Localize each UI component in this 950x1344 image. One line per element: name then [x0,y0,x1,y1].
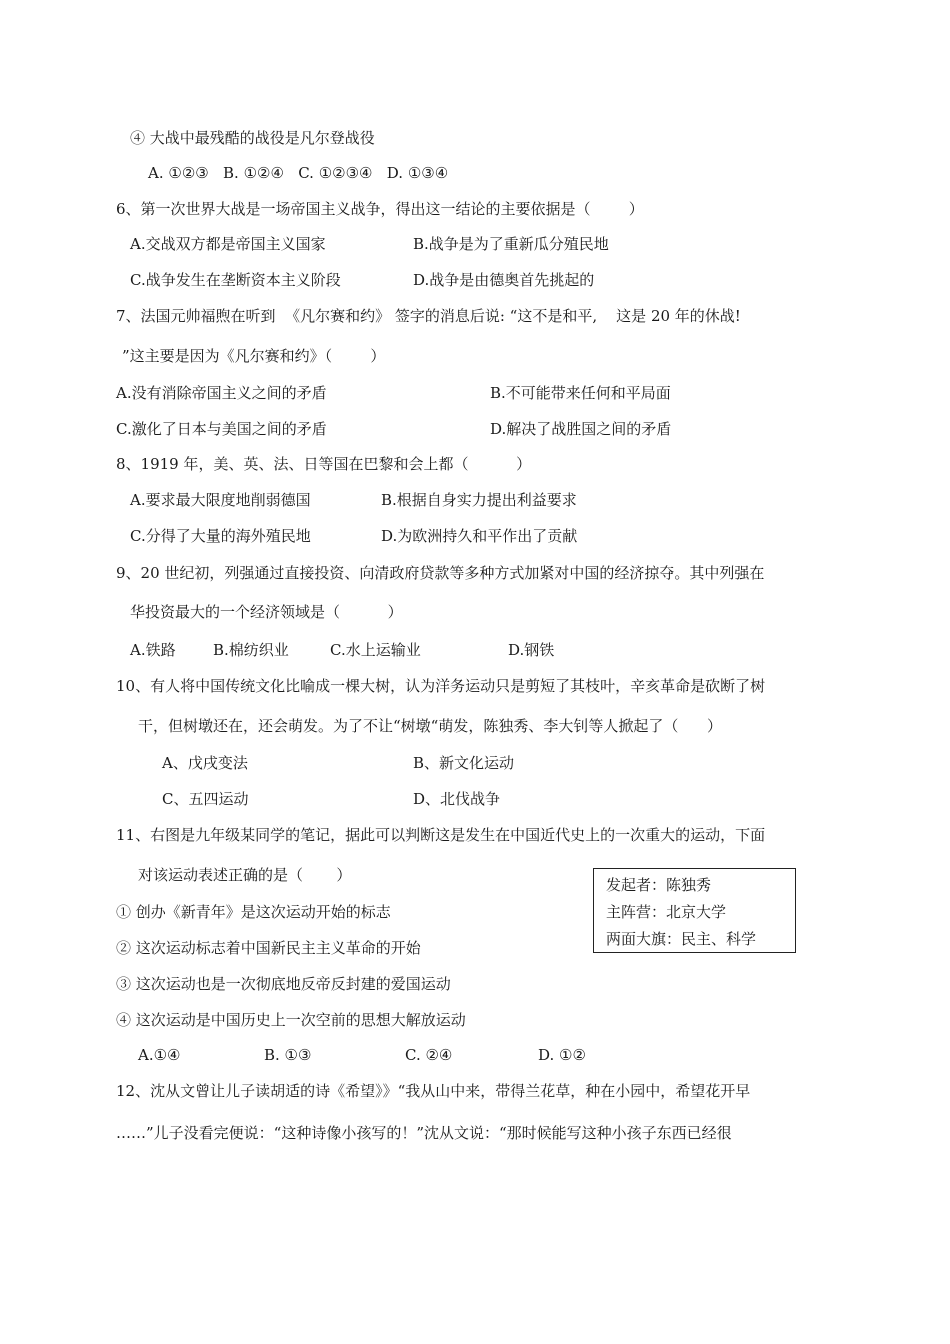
q9-option-a: A.铁路 [130,641,176,659]
q9-option-d: D.钢铁 [508,641,555,659]
q10-option-b: B、新文化运动 [413,754,515,772]
q6-option-b: B.战争是为了重新瓜分殖民地 [413,235,609,253]
q10-stem-cont: 干，但树墩还在，还会萌发。为了不让“树墩“萌发，陈独秀、李大钊等人掀起了（ ） [138,717,722,735]
q8-option-d: D.为欧洲持久和平作出了贡献 [381,527,578,545]
q11-option-a: A.①④ [138,1046,181,1064]
q5-options: A. ①②③ B. ①②④ C. ①②③④ D. ①③④ [148,164,449,182]
notes-box-base: 主阵营：北京大学 [606,903,727,921]
q8-option-a: A.要求最大限度地削弱德国 [130,491,311,509]
q8-option-c: C.分得了大量的海外殖民地 [130,527,311,545]
q11-stem-cont: 对该运动表述正确的是（ ） [138,866,352,884]
q11-option-c: C. ②④ [405,1046,453,1064]
q7-option-c: C.激化了日本与美国之间的矛盾 [116,420,327,438]
q11-statement-4: ④ 这次运动是中国历史上一次空前的思想大解放运动 [116,1011,466,1029]
q8-option-b: B.根据自身实力提出利益要求 [381,491,577,509]
q7-option-b: B.不可能带来任何和平局面 [490,384,671,402]
q9-stem-cont: 华投资最大的一个经济领域是（ ） [130,603,403,621]
notes-box-banners: 两面大旗：民主、科学 [606,930,757,948]
q8-stem: 8、1919 年，美、英、法、日等国在巴黎和会上都（ ） [116,455,532,473]
q9-stem: 9、20 世纪初，列强通过直接投资、向清政府贷款等多种方式加紧对中国的经济掠夺。其中列强在 [116,564,765,582]
q6-option-d: D.战争是由德奥首先挑起的 [413,271,595,289]
q11-statement-3: ③ 这次运动也是一次彻底地反帝反封建的爱国运动 [116,975,451,993]
q10-stem: 10、有人将中国传统文化比喻成一棵大树，认为洋务运动只是剪短了其枝叶，辛亥革命是砍断了树 [116,677,766,695]
q6-option-a: A.交战双方都是帝国主义国家 [130,235,326,253]
q12-stem: 12、沈从文曾让儿子读胡适的诗《希望》》“我从山中来，带得兰花草，种在小园中，希望花开早 [116,1082,751,1100]
q11-option-d: D. ①② [538,1046,586,1064]
q9-option-b: B.棉纺织业 [213,641,289,659]
q5-statement-4: ④ 大战中最残酷的战役是凡尔登战役 [130,129,375,147]
q7-stem: 7、法国元帅福煦在听到 《凡尔赛和约》 签字的消息后说: “这不是和平, 这是 20 年的休战! [116,307,741,325]
q7-option-d: D.解决了战胜国之间的矛盾 [490,420,672,438]
q10-option-d: D、北伐战争 [413,790,501,808]
q11-statement-1: ① 创办《新青年》是这次运动开始的标志 [116,903,391,921]
q11-stem: 11、右图是九年级某同学的笔记，据此可以判断这是发生在中国近代史上的一次重大的运动，下面 [116,826,766,844]
q10-option-a: A、戊戌变法 [162,754,248,772]
q6-stem: 6、第一次世界大战是一场帝国主义战争，得出这一结论的主要依据是（ ） [116,200,644,218]
q11-option-b: B. ①③ [264,1046,312,1064]
q7-option-a: A.没有消除帝国主义之间的矛盾 [116,384,327,402]
q9-option-c: C.水上运输业 [330,641,421,659]
q12-stem-cont: ……”儿子没看完便说：“这种诗像小孩写的！”沈从文说：“那时候能写这种小孩子东西已经很 [116,1124,732,1142]
q10-option-c: C、五四运动 [162,790,249,808]
q6-option-c: C.战争发生在垄断资本主义阶段 [130,271,341,289]
q11-statement-2: ② 这次运动标志着中国新民主主义革命的开始 [116,939,421,957]
q7-stem-cont: ”这主要是因为《凡尔赛和约》（ ） [122,347,386,365]
notes-box [593,868,796,953]
notes-box-initiator: 发起者：陈独秀 [606,876,712,894]
